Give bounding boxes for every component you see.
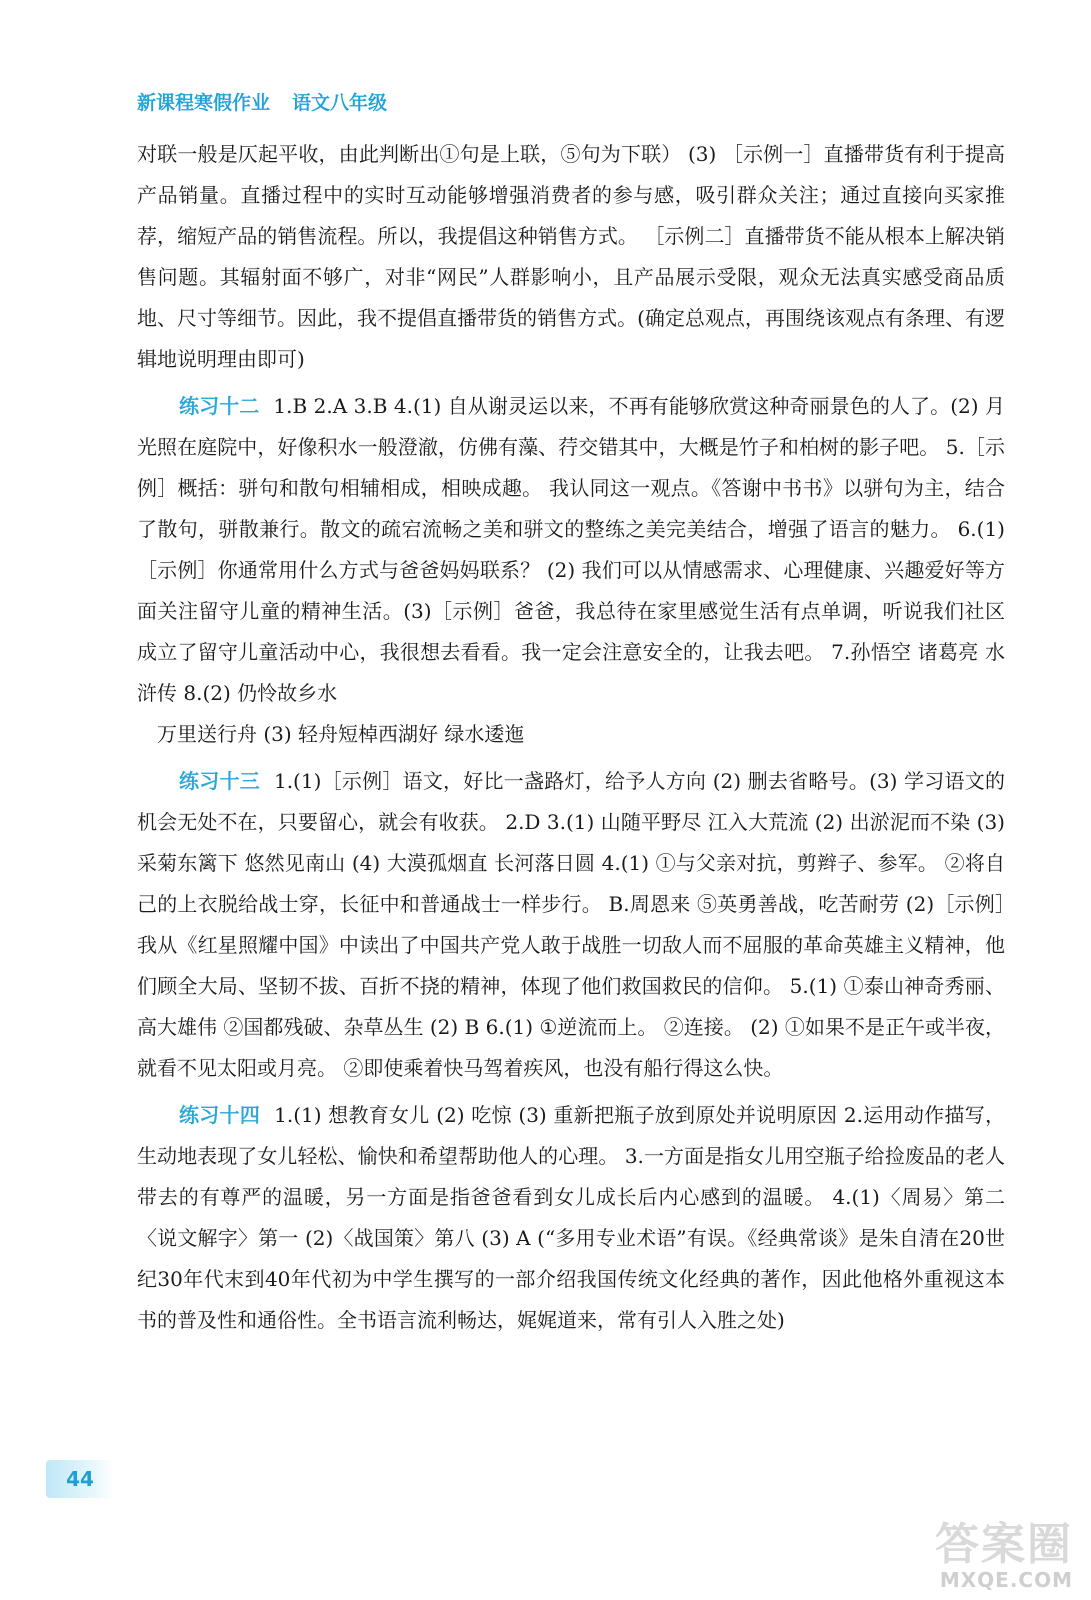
section-14 bbox=[137, 1095, 1005, 1341]
running-header bbox=[137, 88, 387, 115]
section-text: 1.B 2.A 3.B 4.(1) 自从谢灵运以来，不再有能够欣赏这种奇丽景色的人了。(2) 月光照在庭院中，好像积水一般澄澈，仿佛有藻、荇交错其中，大概是竹子和柏树的影子吧。 5.［示例］概括：骈句和散句相辅相成，相映成趣。 我认同这一观点。《答谢中书书》以骈句为主，结合了散句，骈散兼行。散文的疏宕流畅之美和骈文的整练之美完美结合，增强了语言的魅力。 6.(1)［示例］你通常用什么方式与爸爸妈妈联系？ (2) 我们可以从情感需求、心理健康、兴趣爱好等方面关注留守儿童的精神生活。(3)［示例］爸爸，我总待在家里感觉生活有点单调，听说我们社区成立了留守儿童活动中心，我很想去看看。我一定会注意安全的，让我去吧。 7.孙悟空 诸葛亮 水浒传 8.(2) 仍怜故乡水 bbox=[137, 394, 1005, 705]
subject-grade: 语文八年级 bbox=[292, 92, 388, 114]
section-title: 练习十三 bbox=[179, 769, 260, 793]
section-text: 1.(1) 想教育女儿 (2) 吃惊 (3) 重新把瓶子放到原处并说明原因 2.运用动作描写，生动地表现了女儿轻松、愉快和希望帮助他人的心理。 3.一方面是指女儿用空瓶子给捡废品的老人带去的有尊严的温暖，另一方面是指爸爸看到女儿成长后内心感到的温暖。 4.(1)〈周易〉第二 〈说文解字〉第一 (2)〈战国策〉第八 (3) A (“多用专业术语”有误。《经典常谈》是朱自清在20世纪30年代末到40年代初为中学生撰写的一部介绍我国传统文化经典的著作，因此他格外重视这本书的普及性和通俗性。全书语言流利畅达，娓娓道来，常有引人入胜之处) bbox=[137, 1103, 1005, 1332]
intro-paragraph: 对联一般是仄起平收，由此判断出①句是上联，⑤句为下联） (3) ［示例一］直播带货有利于提高产品销量。直播过程中的实时互动能够增强消费者的参与感，吸引群众关注；通过直接向买家推荐，缩短产品的销售流程。所以，我提倡这种销售方式。 ［示例二］直播带货不能从根本上解决销售问题。其辐射面不够广，对非“网民”人群影响小，且产品展示受限，观众无法真实感受商品质地、尺寸等细节。因此，我不提倡直播带货的销售方式。(确定总观点，再围绕该观点有条理、有逻辑地说明理由即可) bbox=[137, 142, 1005, 371]
section-text: 1.(1)［示例］语文，好比一盏路灯，给予人方向 (2) 删去省略号。(3) 学习语文的机会无处不在，只要留心，就会有收获。 2.D 3.(1) 山随平野尽 江入大荒流 (2) 出淤泥而不染 (3) 采菊东篱下 悠然见南山 (4) 大漠孤烟直 长河落日圆 4.(1) ①与父亲对抗，剪辫子、参军。 ②将自己的上衣脱给战士穿，长征中和普通战士一样步行。 B.周恩来 ⑤英勇善战，吃苦耐劳 (2)［示例］我从《红星照耀中国》中读出了中国共产党人敢于战胜一切敌人而不屈服的革命英雄主义精神，他们顾全大局、坚韧不拔、百折不挠的精神，体现了他们救国救民的信仰。 5.(1) ①泰山神奇秀丽、高大雄伟 ②国都残破、杂草丛生 (2) B 6.(1) ①逆流而上。 ②连接。 (2) ①如果不是正午或半夜，就看不见太阳或月亮。 ②即使乘着快马驾着疾风，也没有船行得这么快。 bbox=[137, 769, 1006, 1080]
watermark-text: 答案圈 bbox=[935, 1519, 1073, 1570]
book-title: 新课程寒假作业 bbox=[137, 92, 271, 114]
section-12 bbox=[137, 386, 1005, 714]
section-12-continuation: 万里送行舟 (3) 轻舟短棹西湖好 绿水逶迤 bbox=[157, 722, 525, 746]
answer-body bbox=[137, 134, 1005, 1341]
page-number: 44 bbox=[46, 1460, 114, 1498]
section-13 bbox=[137, 761, 1005, 1089]
watermark-url: MXQE.COM bbox=[939, 1568, 1073, 1592]
section-title: 练习十四 bbox=[179, 1103, 261, 1127]
section-title: 练习十二 bbox=[179, 394, 260, 418]
watermark-logo bbox=[883, 1508, 1073, 1592]
